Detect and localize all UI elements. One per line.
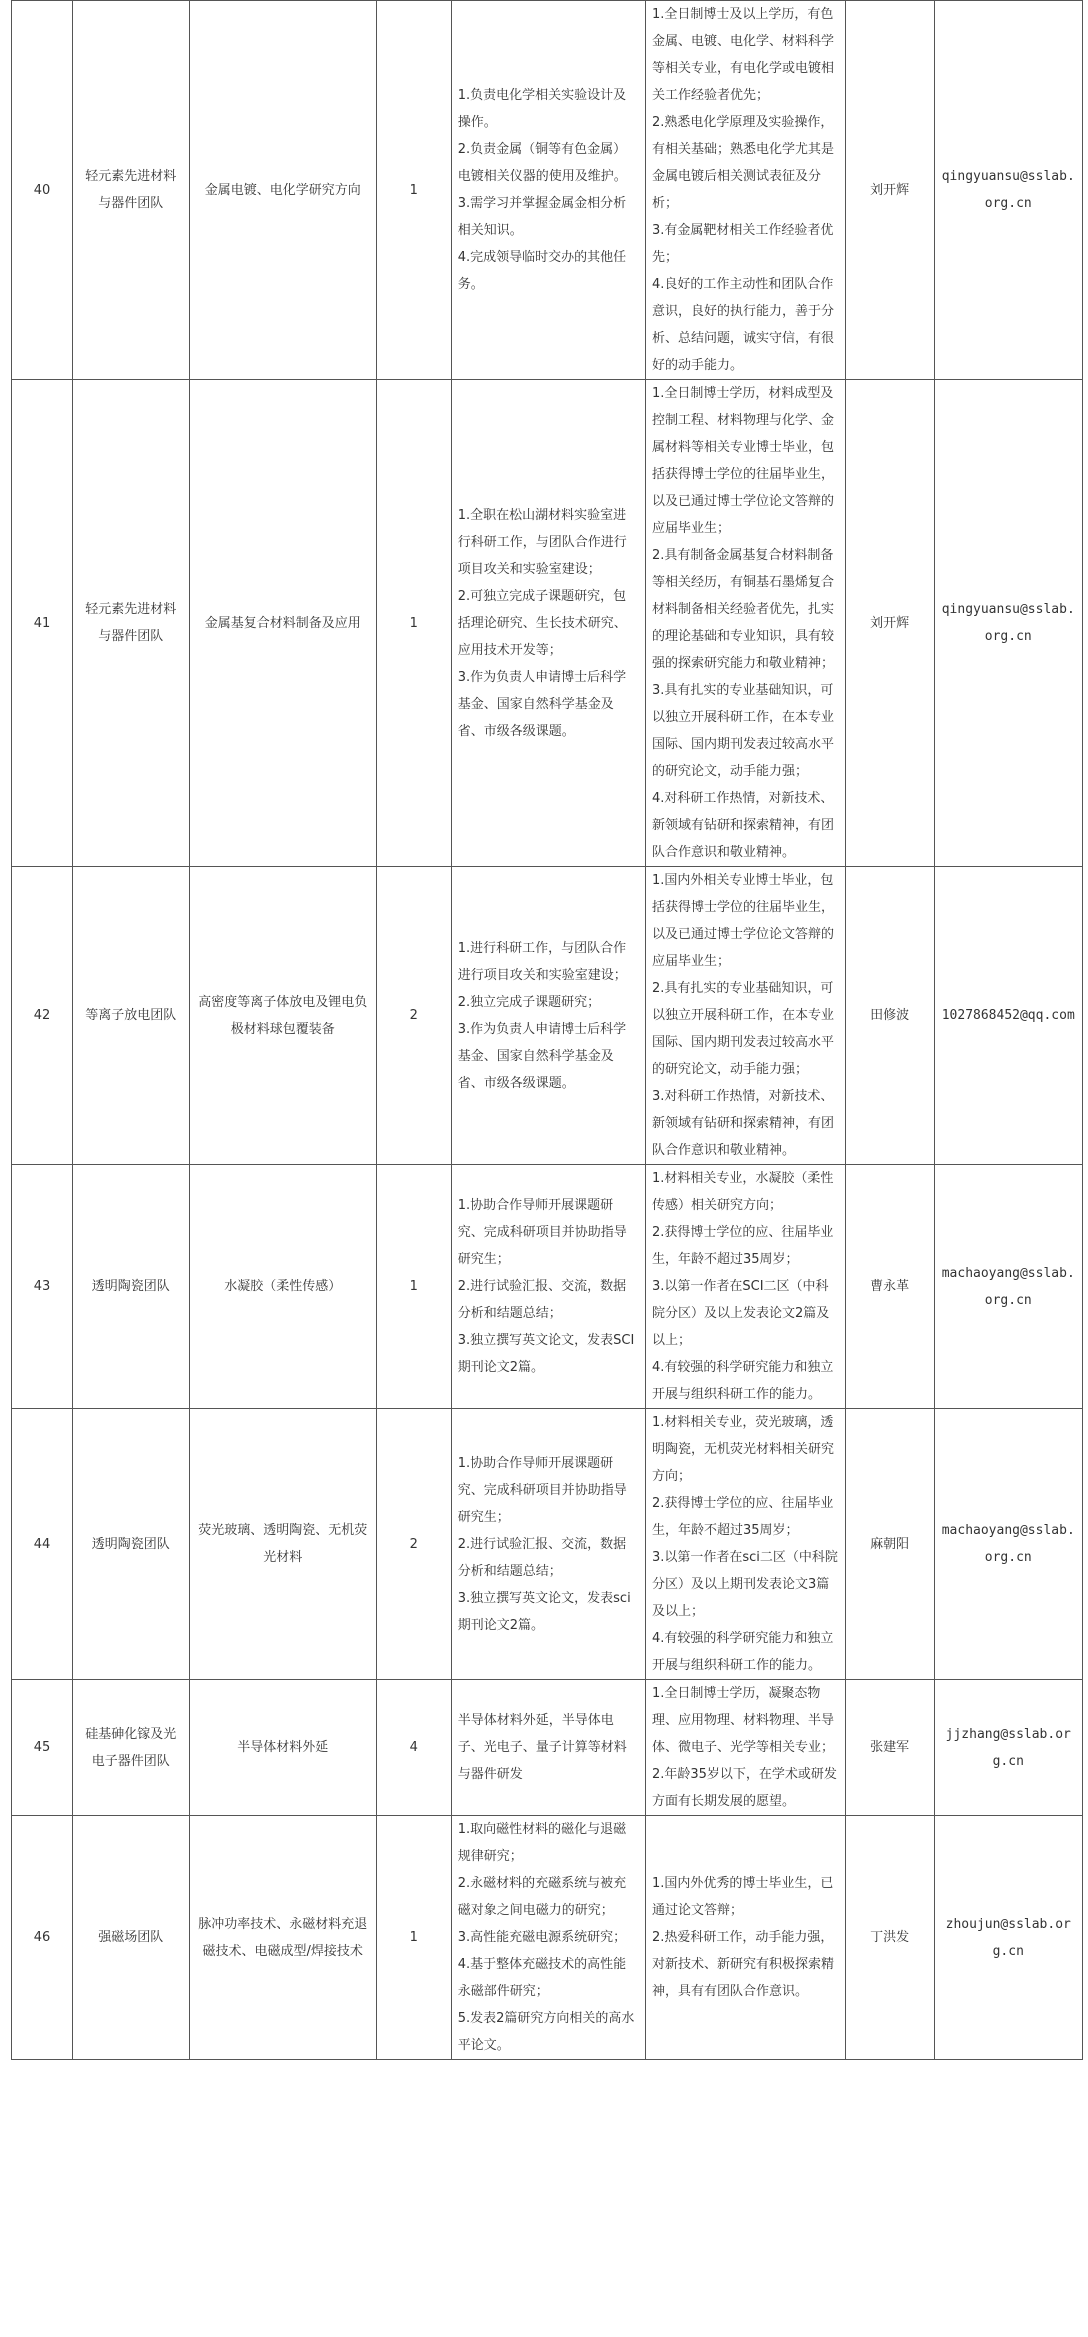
contact-person: 刘开辉 — [845, 380, 934, 867]
contact-person: 丁洪发 — [845, 1816, 934, 2060]
position-count: 1 — [376, 1165, 451, 1409]
requirement-item: 1.全日制博士学历，凝聚态物理、应用物理、材料物理、半导体、微电子、光学等相关专业； — [651, 1686, 834, 1755]
table-row — [12, 1680, 1083, 1816]
job-requirements — [645, 1, 845, 380]
requirement-item: 1.国内外优秀的博士毕业生，已通过论文答辩； — [651, 1876, 834, 1918]
contact-email: jjzhang@sslab.org.cn — [934, 1680, 1082, 1816]
table-body — [12, 1, 1083, 2060]
team-name: 透明陶瓷团队 — [73, 1409, 190, 1680]
table-row — [12, 867, 1083, 1165]
contact-person: 张建军 — [845, 1680, 934, 1816]
requirement-item: 2.具有制备金属基复合材料制备等相关经历，有铜基石墨烯复合材料制备相关经验者优先，扎实的理论基础和专业知识，具有较强的探索研究能力和敬业精神； — [651, 548, 834, 671]
duty-item: 3.需学习并掌握金属金相分析相关知识。 — [457, 196, 627, 238]
requirement-item: 2.年龄35岁以下，在学术或研发方面有长期发展的愿望。 — [651, 1767, 837, 1809]
row-number: 45 — [12, 1680, 73, 1816]
contact-person: 曹永革 — [845, 1165, 934, 1409]
requirement-item: 2.获得博士学位的应、往届毕业生，年龄不超过35周岁； — [651, 1496, 834, 1538]
job-requirements — [645, 1680, 845, 1816]
table-row — [12, 1165, 1083, 1409]
requirement-item: 1.国内外相关专业博士毕业，包括获得博士学位的往届毕业生，以及已通过博士学位论文答辩的应届毕业生； — [651, 873, 834, 969]
row-number: 42 — [12, 867, 73, 1165]
duty-item: 1.负责电化学相关实验设计及操作。 — [457, 88, 627, 130]
team-name: 等离子放电团队 — [73, 867, 190, 1165]
duty-item: 3.作为负责人申请博士后科学基金、国家自然科学基金及省、市级各级课题。 — [457, 1021, 627, 1091]
research-direction: 脉冲功率技术、永磁材料充退磁技术、电磁成型/焊接技术 — [189, 1816, 376, 2060]
duty-item: 1.协助合作导师开展课题研究、完成科研项目并协助指导研究生； — [457, 1198, 627, 1267]
row-number: 44 — [12, 1409, 73, 1680]
table-row — [12, 1409, 1083, 1680]
duty-item: 4.基于整体充磁技术的高性能永磁部件研究； — [457, 1957, 627, 1999]
row-number: 43 — [12, 1165, 73, 1409]
research-direction: 半导体材料外延 — [189, 1680, 376, 1816]
duty-item: 1.进行科研工作，与团队合作进行项目攻关和实验室建设； — [457, 940, 627, 983]
requirement-item: 3.以第一作者在sci二区（中科院分区）及以上期刊发表论文3篇及以上； — [651, 1550, 838, 1619]
requirement-item: 3.以第一作者在SCI二区（中科院分区）及以上发表论文2篇及以上； — [651, 1279, 830, 1348]
duty-item: 3.独立撰写英文论文，发表sci期刊论文2篇。 — [457, 1590, 631, 1633]
duty-item: 3.高性能充磁电源系统研究； — [457, 1930, 627, 1945]
job-duties — [451, 867, 645, 1165]
position-count: 2 — [376, 867, 451, 1165]
requirement-item: 4.良好的工作主动性和团队合作意识，良好的执行能力，善于分析、总结问题，诚实守信，有很好的动手能力。 — [651, 277, 834, 373]
contact-person: 田修波 — [845, 867, 934, 1165]
position-count: 1 — [376, 1, 451, 380]
row-number: 41 — [12, 380, 73, 867]
research-direction: 水凝胶（柔性传感） — [189, 1165, 376, 1409]
job-duties — [451, 380, 645, 867]
requirement-item: 4.有较强的科学研究能力和独立开展与组织科研工作的能力。 — [651, 1631, 834, 1673]
duty-item: 2.可独立完成子课题研究，包括理论研究、生长技术研究、应用技术开发等； — [457, 588, 627, 658]
job-requirements — [645, 867, 845, 1165]
duty-item: 2.进行试验汇报、交流，数据分析和结题总结； — [457, 1279, 627, 1321]
duty-item: 2.永磁材料的充磁系统与被充磁对象之间电磁力的研究； — [457, 1876, 627, 1918]
requirement-item: 4.有较强的科学研究能力和独立开展与组织科研工作的能力。 — [651, 1360, 834, 1402]
position-count: 1 — [376, 380, 451, 867]
requirement-item: 2.热爱科研工作，动手能力强，对新技术、新研究有积极探索精神，具有有团队合作意识。 — [651, 1930, 834, 1999]
contact-email: machaoyang@sslab.org.cn — [934, 1165, 1082, 1409]
table-row — [12, 380, 1083, 867]
position-count: 1 — [376, 1816, 451, 2060]
duty-item: 4.完成领导临时交办的其他任务。 — [457, 250, 627, 292]
job-requirements — [645, 380, 845, 867]
job-requirements — [645, 1165, 845, 1409]
requirement-item: 1.材料相关专业，荧光玻璃，透明陶瓷，无机荧光材料相关研究方向； — [651, 1415, 834, 1484]
job-requirements — [645, 1409, 845, 1680]
requirement-item: 4.对科研工作热情，对新技术、新领域有钻研和探索精神，有团队合作意识和敬业精神。 — [651, 791, 834, 860]
requirement-item: 2.具有扎实的专业基础知识，可以独立开展科研工作，在本专业国际、国内期刊发表过较高水平的研究论文，动手能力强； — [651, 981, 834, 1077]
duty-item: 3.作为负责人申请博士后科学基金、国家自然科学基金及省、市级各级课题。 — [457, 669, 627, 739]
contact-email: 1027868452@qq.com — [934, 867, 1082, 1165]
requirement-item: 1.材料相关专业，水凝胶（柔性传感）相关研究方向； — [651, 1171, 834, 1213]
position-count: 2 — [376, 1409, 451, 1680]
duty-item: 5.发表2篇研究方向相关的高水平论文。 — [457, 2011, 635, 2053]
job-duties — [451, 1, 645, 380]
research-direction: 金属基复合材料制备及应用 — [189, 380, 376, 867]
duty-item: 1.全职在松山湖材料实验室进行科研工作，与团队合作进行项目攻关和实验室建设； — [457, 507, 627, 577]
team-name: 强磁场团队 — [73, 1816, 190, 2060]
duty-item: 2.负责金属（铜等有色金属）电镀相关仪器的使用及维护。 — [457, 142, 627, 184]
team-name: 轻元素先进材料与器件团队 — [73, 1, 190, 380]
contact-email: qingyuansu@sslab.org.cn — [934, 380, 1082, 867]
recruitment-table — [11, 0, 1083, 2060]
job-requirements — [645, 1816, 845, 2060]
requirement-item: 2.熟悉电化学原理及实验操作，有相关基础；熟悉电化学尤其是金属电镀后相关测试表征及分析； — [651, 115, 834, 211]
team-name: 硅基砷化镓及光电子器件团队 — [73, 1680, 190, 1816]
duty-item: 2.进行试验汇报、交流，数据分析和结题总结； — [457, 1536, 627, 1579]
research-direction: 荧光玻璃、透明陶瓷、无机荧光材料 — [189, 1409, 376, 1680]
contact-email: zhoujun@sslab.org.cn — [934, 1816, 1082, 2060]
team-name: 透明陶瓷团队 — [73, 1165, 190, 1409]
job-duties — [451, 1409, 645, 1680]
job-duties — [451, 1816, 645, 2060]
requirement-item: 2.获得博士学位的应、往届毕业生，年龄不超过35周岁； — [651, 1225, 834, 1267]
requirement-item: 1.全日制博士学历，材料成型及控制工程、材料物理与化学、金属材料等相关专业博士毕业，包括获得博士学位的往届毕业生，以及已通过博士学位论文答辩的应届毕业生； — [651, 386, 834, 536]
duty-item: 3.独立撰写英文论文，发表SCI期刊论文2篇。 — [457, 1333, 635, 1375]
table-row — [12, 1, 1083, 380]
research-direction: 金属电镀、电化学研究方向 — [189, 1, 376, 380]
job-duties — [451, 1165, 645, 1409]
duty-item: 2.独立完成子课题研究； — [457, 994, 601, 1010]
duty-item: 1.协助合作导师开展课题研究、完成科研项目并协助指导研究生； — [457, 1455, 627, 1525]
job-duties — [451, 1680, 645, 1816]
duty-item: 半导体材料外延，半导体电子、光电子、量子计算等材料与器件研发 — [457, 1713, 627, 1782]
row-number: 46 — [12, 1816, 73, 2060]
requirement-item: 3.对科研工作热情，对新技术、新领域有钻研和探索精神，有团队合作意识和敬业精神。 — [651, 1089, 834, 1158]
contact-email: machaoyang@sslab.org.cn — [934, 1409, 1082, 1680]
requirement-item: 1.全日制博士及以上学历，有色金属、电镀、电化学、材料科学等相关专业，有电化学或电镀相关工作经验者优先； — [651, 7, 834, 103]
row-number: 40 — [12, 1, 73, 380]
team-name: 轻元素先进材料与器件团队 — [73, 380, 190, 867]
duty-item: 1.取向磁性材料的磁化与退磁规律研究； — [457, 1822, 627, 1864]
contact-email: qingyuansu@sslab.org.cn — [934, 1, 1082, 380]
requirement-item: 3.具有扎实的专业基础知识，可以独立开展科研工作，在本专业国际、国内期刊发表过较高水平的研究论文，动手能力强； — [651, 683, 834, 779]
requirement-item: 3.有金属靶材相关工作经验者优先； — [651, 223, 834, 265]
contact-person: 麻朝阳 — [845, 1409, 934, 1680]
contact-person: 刘开辉 — [845, 1, 934, 380]
table-row — [12, 1816, 1083, 2060]
research-direction: 高密度等离子体放电及锂电负极材料球包覆装备 — [189, 867, 376, 1165]
position-count: 4 — [376, 1680, 451, 1816]
